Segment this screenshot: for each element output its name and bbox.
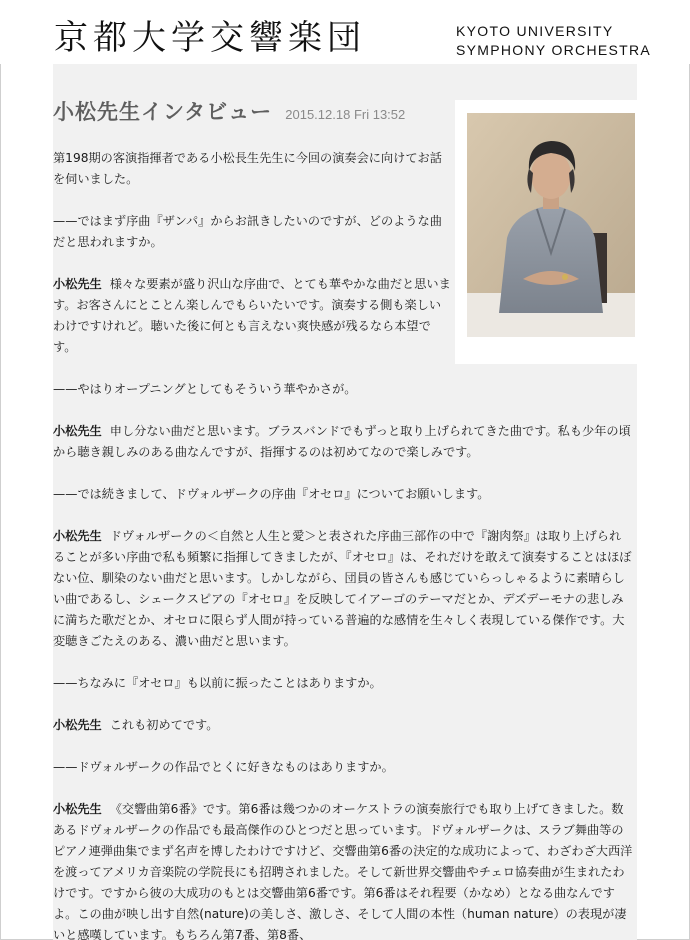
answer-text: 申し分ない曲だと思います。ブラスバンドでもずっと取り上げられてきた曲です。私も少年の頃から聴き親しみのある曲なんですが、指揮するのは初めてなので楽しみです。 [53,424,631,459]
question-paragraph: ——やはりオープニングとしてもそういう華やかさが。 [53,382,357,396]
answer-paragraph [53,421,633,463]
speaker-label: 小松先生 [53,718,102,732]
logo-en-line1: KYOTO UNIVERSITY [456,23,614,39]
answer-text: これも初めてです。 [109,718,219,732]
site-logo-japanese[interactable]: 京都大学交響楽団 [54,18,366,58]
site-header [0,0,690,64]
speaker-label: 小松先生 [53,277,102,291]
site-logo-english[interactable] [456,22,651,60]
speaker-label: 小松先生 [53,424,102,438]
article-body [53,148,633,940]
answer-text: ドヴォルザークの＜自然と人生と愛＞と表された序曲三部作の中で『謝肉祭』は取り上げられることが多い序曲で私も頻繁に指揮してきましたが、『オセロ』は、それだけを敢えて演奏することはほぼない位、馴染のない曲だと思います。しかしながら、団員の皆さんも感じていらっしゃるように素晴らしい曲であるし、シェークスピアの『オセロ』を反映してイアーゴのテーマだとか、デズデーモナの悲しみに満ちた歌だとか、オセロに限らず人間が持っている普遍的な感情を生々しく表現している傑作です。大変聴きごたえのある、濃い曲だと思います。 [53,529,632,648]
article-content [53,64,637,940]
question-paragraph: ——では続きまして、ドヴォルザークの序曲『オセロ』についてお願いします。 [53,487,490,501]
intro-paragraph: 第198期の客演指揮者である小松長生先生に今回の演奏会に向けてお話を伺いました。 [53,151,442,186]
question-paragraph: ——ではまず序曲『ザンパ』からお訊きしたいのですが、どのような曲だと思われますか。 [53,214,442,249]
answer-paragraph [53,274,451,358]
logo-en-line2: SYMPHONY ORCHESTRA [456,42,652,58]
article-date: 2015.12.18 Fri 13:52 [285,107,406,122]
question-paragraph: ——ちなみに『オセロ』も以前に振ったことはありますか。 [53,676,382,690]
article-heading [53,96,405,126]
article-title: 小松先生インタビュー [53,100,273,124]
answer-paragraph [53,526,633,652]
question-paragraph: ——ドヴォルザークの作品でとくに好きなものはありますか。 [53,760,394,774]
answer-text: 様々な要素が盛り沢山な序曲で、とても華やかな曲だと思います。お客さんにとことん楽しんでもらいたいです。演奏する側も楽しいわけですけれど。聴いた後に何とも言えない爽快感が残るなら本望です。 [53,277,451,354]
answer-paragraph [53,799,633,940]
speaker-label: 小松先生 [53,802,102,816]
speaker-label: 小松先生 [53,529,102,543]
answer-text: 《交響曲第6番》です。第6番は幾つかのオーケストラの演奏旅行でも取り上げてきました。数あるドヴォルザークの作品でも最高傑作のひとつだと思っています。ドヴォルザークは、スラブ舞曲等のピアノ連弾曲集でまず名声を博したわけですけど、交響曲第6番の決定的な成功によって、わざわざ大西洋を渡ってアメリカ音楽院の学院長にも招聘されました。そして新世界交響曲やチェロ協奏曲が生まれたわけです。ですから彼の大成功のもとは交響曲第6番です。第6番はそれ程要（かなめ）となる曲なんですよ。この曲が映し出す自然(nature)の美しさ、激しさ、そして人間の本性（human nature）の表現が凄いと感嘆しています。もちろん第7番、第8番、 [53,802,633,940]
answer-paragraph [53,715,633,736]
